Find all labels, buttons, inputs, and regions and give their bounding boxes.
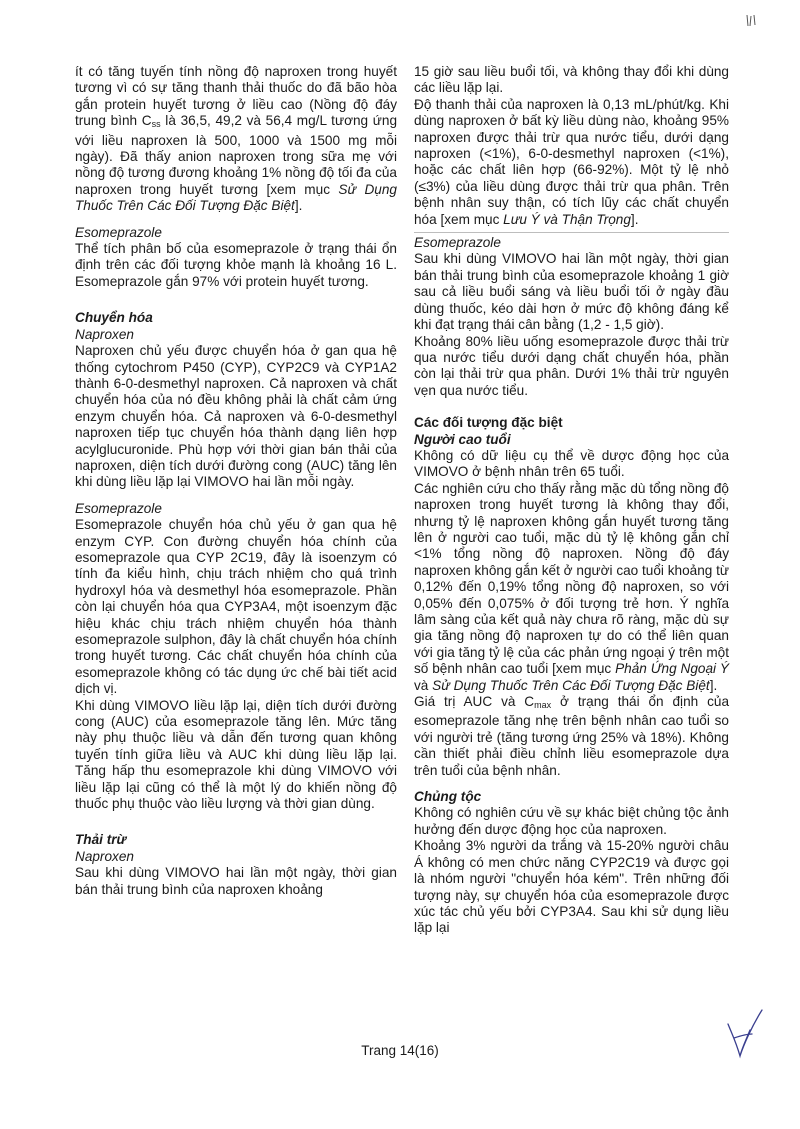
metabolism-esomeprazole-text-1: Esomeprazole chuyển hóa chủ yếu ở gan qua hệ enzym CYP. Con đường chuyển hóa chính của esomeprazole qua CYP 2C19, đây là isoenzym có tính đa kiểu hình, chịu trách nhiệm cho quá trình hydroxyl hóa và desmethyl hóa esomeprazole. Phần còn lại chuyển hóa qua CYP3A4, một isoenzym đặc hiệu khác chịu trách nhiệm chuyển hóa thành esomeprazole sulphon, đây là chất chuyển hóa chính trong huyết tương. Các chất chuyển hóa chính của esomeprazole không có tác dụng ức chế bài tiết acid dịch vị. bbox=[75, 517, 397, 697]
metabolism-heading: Chuyển hóa bbox=[75, 310, 153, 326]
corner-mark-icon bbox=[744, 14, 758, 28]
signature-icon bbox=[722, 1004, 768, 1064]
elimination-esomeprazole-title: Esomeprazole bbox=[414, 235, 501, 251]
race-text-1: Không có nghiên cứu về sự khác biệt chủng tộc ảnh hưởng đến dược động học của naproxen. bbox=[414, 805, 729, 837]
elimination-esomeprazole-text-1: Sau khi dùng VIMOVO hai lần một ngày, thời gian bán thải trung bình của esomeprazole khoảng 1 giờ sau cả liều buổi sáng và liều buổi tối ở ngày đầu dùng thuốc, kéo dài hơn ở mức độ không đáng kể khi đạt trạng thái cân bằng (1,2 - 1,5 giờ). bbox=[414, 251, 729, 333]
metabolism-naproxen-title: Naproxen bbox=[75, 326, 134, 342]
metabolism-esomeprazole-text-2: Khi dùng VIMOVO liều lặp lại, diện tích dưới đường cong (AUC) của esomeprazole tăng lên. Mức tăng này phụ thuộc liều và dẫn đến tương quan không tuyến tính giữa liều và AUC khi dùng liều lặp lại. Tăng hấp thu esomeprazole khi dùng VIMOVO với liều lặp lại cũng có thể là một lý do khiến nồng độ thuốc phụ thuộc vào liều lượng và thời gian dùng. bbox=[75, 697, 397, 812]
elimination-heading: Thải trừ bbox=[75, 832, 127, 848]
elderly-heading: Người cao tuổi bbox=[414, 431, 511, 447]
clearance-paragraph: Độ thanh thải của naproxen là 0,13 mL/phút/kg. Khi dùng naproxen ở bất kỳ liều dùng nào, khoảng 95% naproxen được thải trừ qua nước tiểu, dưới dạng naproxen (<1%), 6-0-desmethyl naproxen (<1%), hoặc các chất liên hợp (66-92%). Một tỷ lệ nhỏ (≤3%) của liều dùng được thải trừ qua phân. Trên bệnh nhân suy thận, có tích lũy các chất chuyển hóa [xem mục Lưu Ý và Thận Trọng]. bbox=[414, 96, 729, 227]
distribution-esomeprazole-title: Esomeprazole bbox=[75, 224, 162, 240]
metabolism-naproxen-text: Naproxen chủ yếu được chuyển hóa ở gan qua hệ thống cytochrom P450 (CYP), CYP2C9 và CYP1A2 thành 6-0-desmethyl naproxen. Cả naproxen và chất chuyển hóa của nó đều không phải là chất cảm ứng enzym chuyển hóa. Cả naproxen và 6-0-desmethyl naproxen tiếp tục chuyển hóa thành dạng liên hợp acylglucuronide. Phù hợp với thời gian bán thải của naproxen, diện tích dưới đường cong (AUC) tăng lên khi dùng liều lặp lại VIMOVO hai lần mỗi ngày. bbox=[75, 343, 397, 490]
divider bbox=[414, 232, 729, 233]
elimination-naproxen-continued: 15 giờ sau liều buổi tối, và không thay đổi khi dùng các liều lặp lại. bbox=[414, 64, 729, 96]
elderly-text-2: Các nghiên cứu cho thấy rằng mặc dù tổng nồng độ naproxen trong huyết tương là không thay đổi, nhưng tỷ lệ naproxen không gắn huyết tương tăng lên ở người cao tuổi, mặc dù tỷ lệ không gắn chỉ <1% tổng nồng độ naproxen. Nồng độ đáy naproxen không gắn kết ở người cao tuổi khoảng từ 0,12% đến 0,19% tổng nồng độ naproxen, so với 0,05% đến 0,075% ở đối tượng trẻ hơn. Ý nghĩa lâm sàng của kết quả này chưa rõ ràng, mặc dù sự gia tăng nồng độ naproxen tự do có thể liên quan với gia tăng tỷ lệ của các phản ứng ngoại ý trên một số bệnh nhân cao tuổi [xem mục Phản Ứng Ngoại Ý và Sử Dụng Thuốc Trên Các Đối Tượng Đặc Biệt]. bbox=[414, 480, 729, 693]
race-heading: Chủng tộc bbox=[414, 789, 482, 805]
metabolism-esomeprazole-title: Esomeprazole bbox=[75, 500, 162, 516]
elimination-esomeprazole-text-2: Khoảng 80% liều uống esomeprazole được thải trừ qua nước tiểu dưới dạng chất chuyển hóa, phần còn lại thải trừ qua phân. Dưới 1% thải trừ nguyên vẹn qua nước tiểu. bbox=[414, 333, 729, 398]
right-column bbox=[414, 64, 729, 937]
distribution-esomeprazole-text: Thể tích phân bố của esomeprazole ở trạng thái ổn định trên các đối tượng khỏe mạnh là khoảng 16 L. Esomeprazole gắn 97% với protein huyết tương. bbox=[75, 241, 397, 289]
left-column bbox=[75, 64, 397, 898]
page-number: Trang 14(16) bbox=[361, 1043, 439, 1058]
elderly-text-3: Giá trị AUC và $C_{max}$ ở trạng thái ổn định của esomeprazole tăng nhẹ trên bệnh nhân cao tuổi so với người trẻ (tăng tương ứng 25% và 18%). Không cần thiết phải điều chỉnh liều esomeprazole dựa trên tuổi của bệnh nhân. bbox=[414, 694, 729, 778]
distribution-naproxen-paragraph: ít có tăng tuyến tính nồng độ naproxen trong huyết tương vì có sự tăng thanh thải thuốc do đã bão hòa gắn protein huyết tương ở liều cao (Nồng độ đáy trung bình $C_{ss}$ là 36,5, 49,2 và 56,4 mg/L tương ứng với liều naproxen là 500, 1000 và 1500 mg mỗi ngày). Đã thấy anion naproxen trong sữa mẹ với nồng độ tương đương khoảng 1% nồng độ tối đa của naproxen trong huyết tương [xem mục Sử Dụng Thuốc Trên Các Đối Tượng Đặc Biệt]. bbox=[75, 64, 397, 214]
elderly-text-1: Không có dữ liệu cụ thể về dược động học của VIMOVO ở bệnh nhân trên 65 tuổi. bbox=[414, 447, 729, 480]
special-populations-heading: Các đối tượng đặc biệt bbox=[414, 415, 563, 431]
race-text-2: Khoảng 3% người da trắng và 15-20% người châu Á không có men chức năng CYP2C19 và được gọi là nhóm người "chuyển hóa kém". Trên những đối tượng này, sự chuyển hóa của esomeprazole được xúc tác chủ yếu bởi CYP3A4. Sau khi sử dụng liều lặp lại bbox=[414, 838, 729, 936]
elimination-naproxen-text: Sau khi dùng VIMOVO hai lần một ngày, thời gian bán thải trung bình của naproxen khoảng bbox=[75, 865, 397, 897]
elimination-naproxen-title: Naproxen bbox=[75, 848, 134, 864]
